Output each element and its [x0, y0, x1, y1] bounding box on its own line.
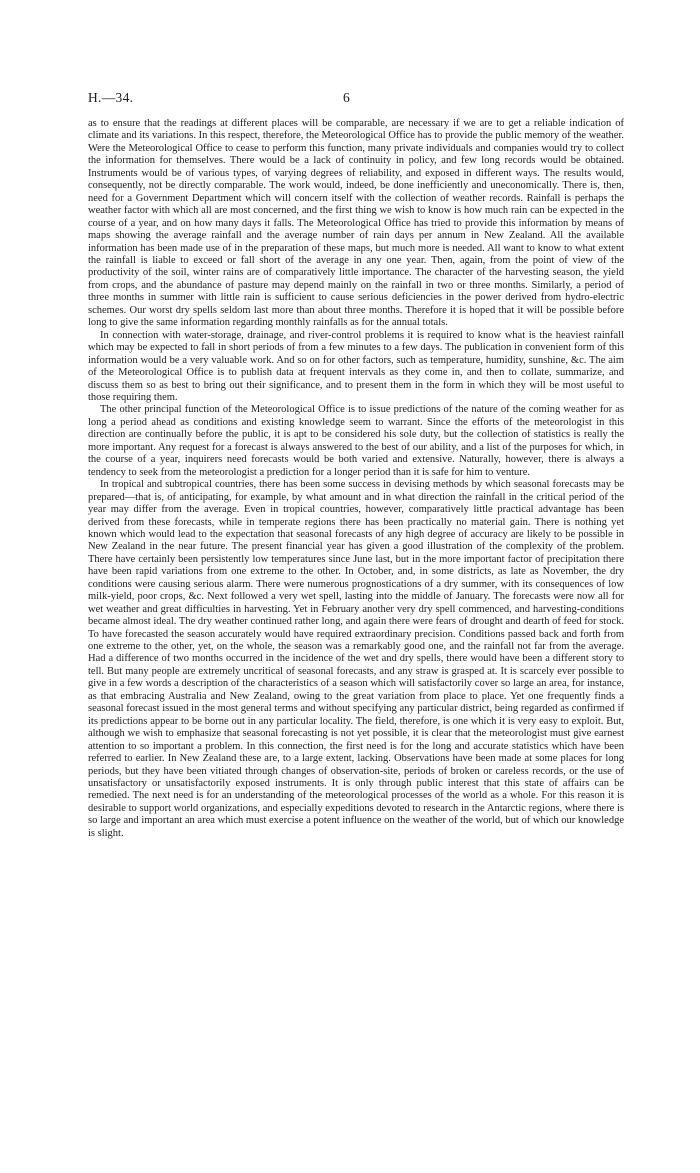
page-header [88, 90, 624, 110]
page-number: 6 [343, 90, 350, 105]
paragraph: The other principal function of the Meteorological Office is to issue predictions of the nature of the coming weather for as long a period ahead as conditions and existing knowledge seem to warrant. Since the efforts of the meteorologist in this direction are continually before the public, it is apt to be considered his sole duty, but the collection of statistics is really the more important. Any request for a forecast is always answered to the best of our ability, and a list of the purposes for which, in the course of a year, inquirers need forecasts would be both varied and extensive. Naturally, however, there is always a tendency to seek from the meteorologist a prediction for a longer period than it is safe for him to venture. [88, 404, 624, 478]
paragraph: as to ensure that the readings at different places will be comparable, are necessary if we are to get a reliable indication of climate and its variations. In this respect, therefore, the Meteorological Office has to provide the public memory of the weather. Were the Meteorological Office to cease to perform this function, many private individuals and companies would try to collect the information for themselves. There would be a lack of continuity in policy, and few long records would be obtained. Instruments would be of various types, of varying degrees of reliability, and exposed in different ways. The results would, consequently, not be directly comparable. The work would, indeed, be done inefficiently and uneconomically. There is, then, need for a Government Department which will concern itself with the collection of weather records. Rainfall is perhaps the weather factor with which all are most concerned, and the first thing we wish to know is how much rain can be expected in the course of a year, and on how many days it falls. The Meteorological Office has tried to provide this information by means of maps showing the average rainfall and the average number of rain days per annum in New Zealand. All the available information has been made use of in the preparation of these maps, but much more is needed. All want to know to what extent the rainfall is liable to exceed or fall short of the average in any one year. Then, again, from the point of view of the productivity of the soil, winter rains are of comparatively little importance. The character of the harvesting season, the yield from crops, and the abundance of pasture may depend mainly on the rainfall in two or three months. Similarly, a period of three months in summer with little rain is sufficient to cause serious deficiencies in the power derived from hydro-electric schemes. Our worst dry spells seldom last more than about three months. Therefore it is hoped that it will be possible before long to give the same information regarding monthly rainfalls as for the annual totals. [88, 118, 624, 329]
document-reference: H.—34. [88, 90, 134, 105]
paragraph: In tropical and subtropical countries, there has been some success in devising methods by which seasonal forecasts may be prepared—that is, of anticipating, for example, by what amount and in what direction the rainfall in the critical period of the year may differ from the average. Even in tropical countries, however, comparatively little practical advantage has been derived from these forecasts, while in temperate regions there has been practically no material gain. There is nothing yet known which would lead to the expectation that seasonal forecasts of any high degree of accuracy are likely to be possible in New Zealand in the near future. The present financial year has given a good illustration of the complexity of the problem. There have certainly been persistently low temperatures since June last, but in the more important factor of precipitation there have been rapid variations from one extreme to the other. In October, and, in some districts, as late as November, the dry conditions were causing serious alarm. There were numerous prognostications of a dry summer, with its consequences of low milk-yield, poor crops, &c. Next followed a very wet spell, lasting into the middle of January. The forecasts were now all for wet weather and great difficulties in harvesting. Yet in February another very dry spell commenced, and harvesting-conditions became almost ideal. The dry weather continued rather long, and again there were fears of drought and dearth of feed for stock. To have forecasted the season accurately would have required extraordinary precision. Conditions passed back and forth from one extreme to the other, yet, on the whole, the season was a remarkably good one, and the rainfall not far from the average. Had a difference of two months occurred in the incidence of the wet and dry spells, there would have been a different story to tell. But many people are extremely uncritical of seasonal forecasts, and any straw is grasped at. It is scarcely ever possible to give in a few words a description of the characteristics of a season which will satisfactorily cover so large an area, for instance, as that embracing Australia and New Zealand, owing to the great variation from place to place. Yet one frequently finds a seasonal forecast issued in the most general terms and without specifying any particular district, being regarded as confirmed if its predictions appear to be borne out in any particular locality. The field, therefore, is one which it is very easy to exploit. But, although we wish to emphasize that seasonal forecasting is not yet possible, it is clear that the meteorologist must give earnest attention to so important a problem. In this connection, the first need is for the long and accurate statistics which have been referred to earlier. In New Zealand these are, to a large extent, lacking. Observations have been made at some places for long periods, but they have been vitiated through changes of observation-site, periods of broken or careless records, or the use of unsatisfactory or unsatisfactorily exposed instruments. It is only through public interest that this state of affairs can be remedied. The next need is for an understanding of the meteorological processes of the world as a whole. For this reason it is desirable to support world organizations, and especially expeditions devoted to research in the Antarctic regions, where there is so large and important an area which must exercise a potent influence on the weather of the world, but of which our knowledge is slight. [88, 479, 624, 839]
paragraph: In connection with water-storage, drainage, and river-control problems it is required to know what is the heaviest rainfall which may be expected to fall in short periods of from a few minutes to a few days. The publication in convenient form of this information would be a very valuable work. And so on for other factors, such as temperature, humidity, sunshine, &c. The aim of the Meteorological Office is to publish data at frequent intervals as they come in, and then to collate, summarize, and discuss them so as best to bring out their significance, and to present them in the form in which they will be most useful to those requiring them. [88, 329, 624, 403]
body-text [88, 118, 624, 840]
